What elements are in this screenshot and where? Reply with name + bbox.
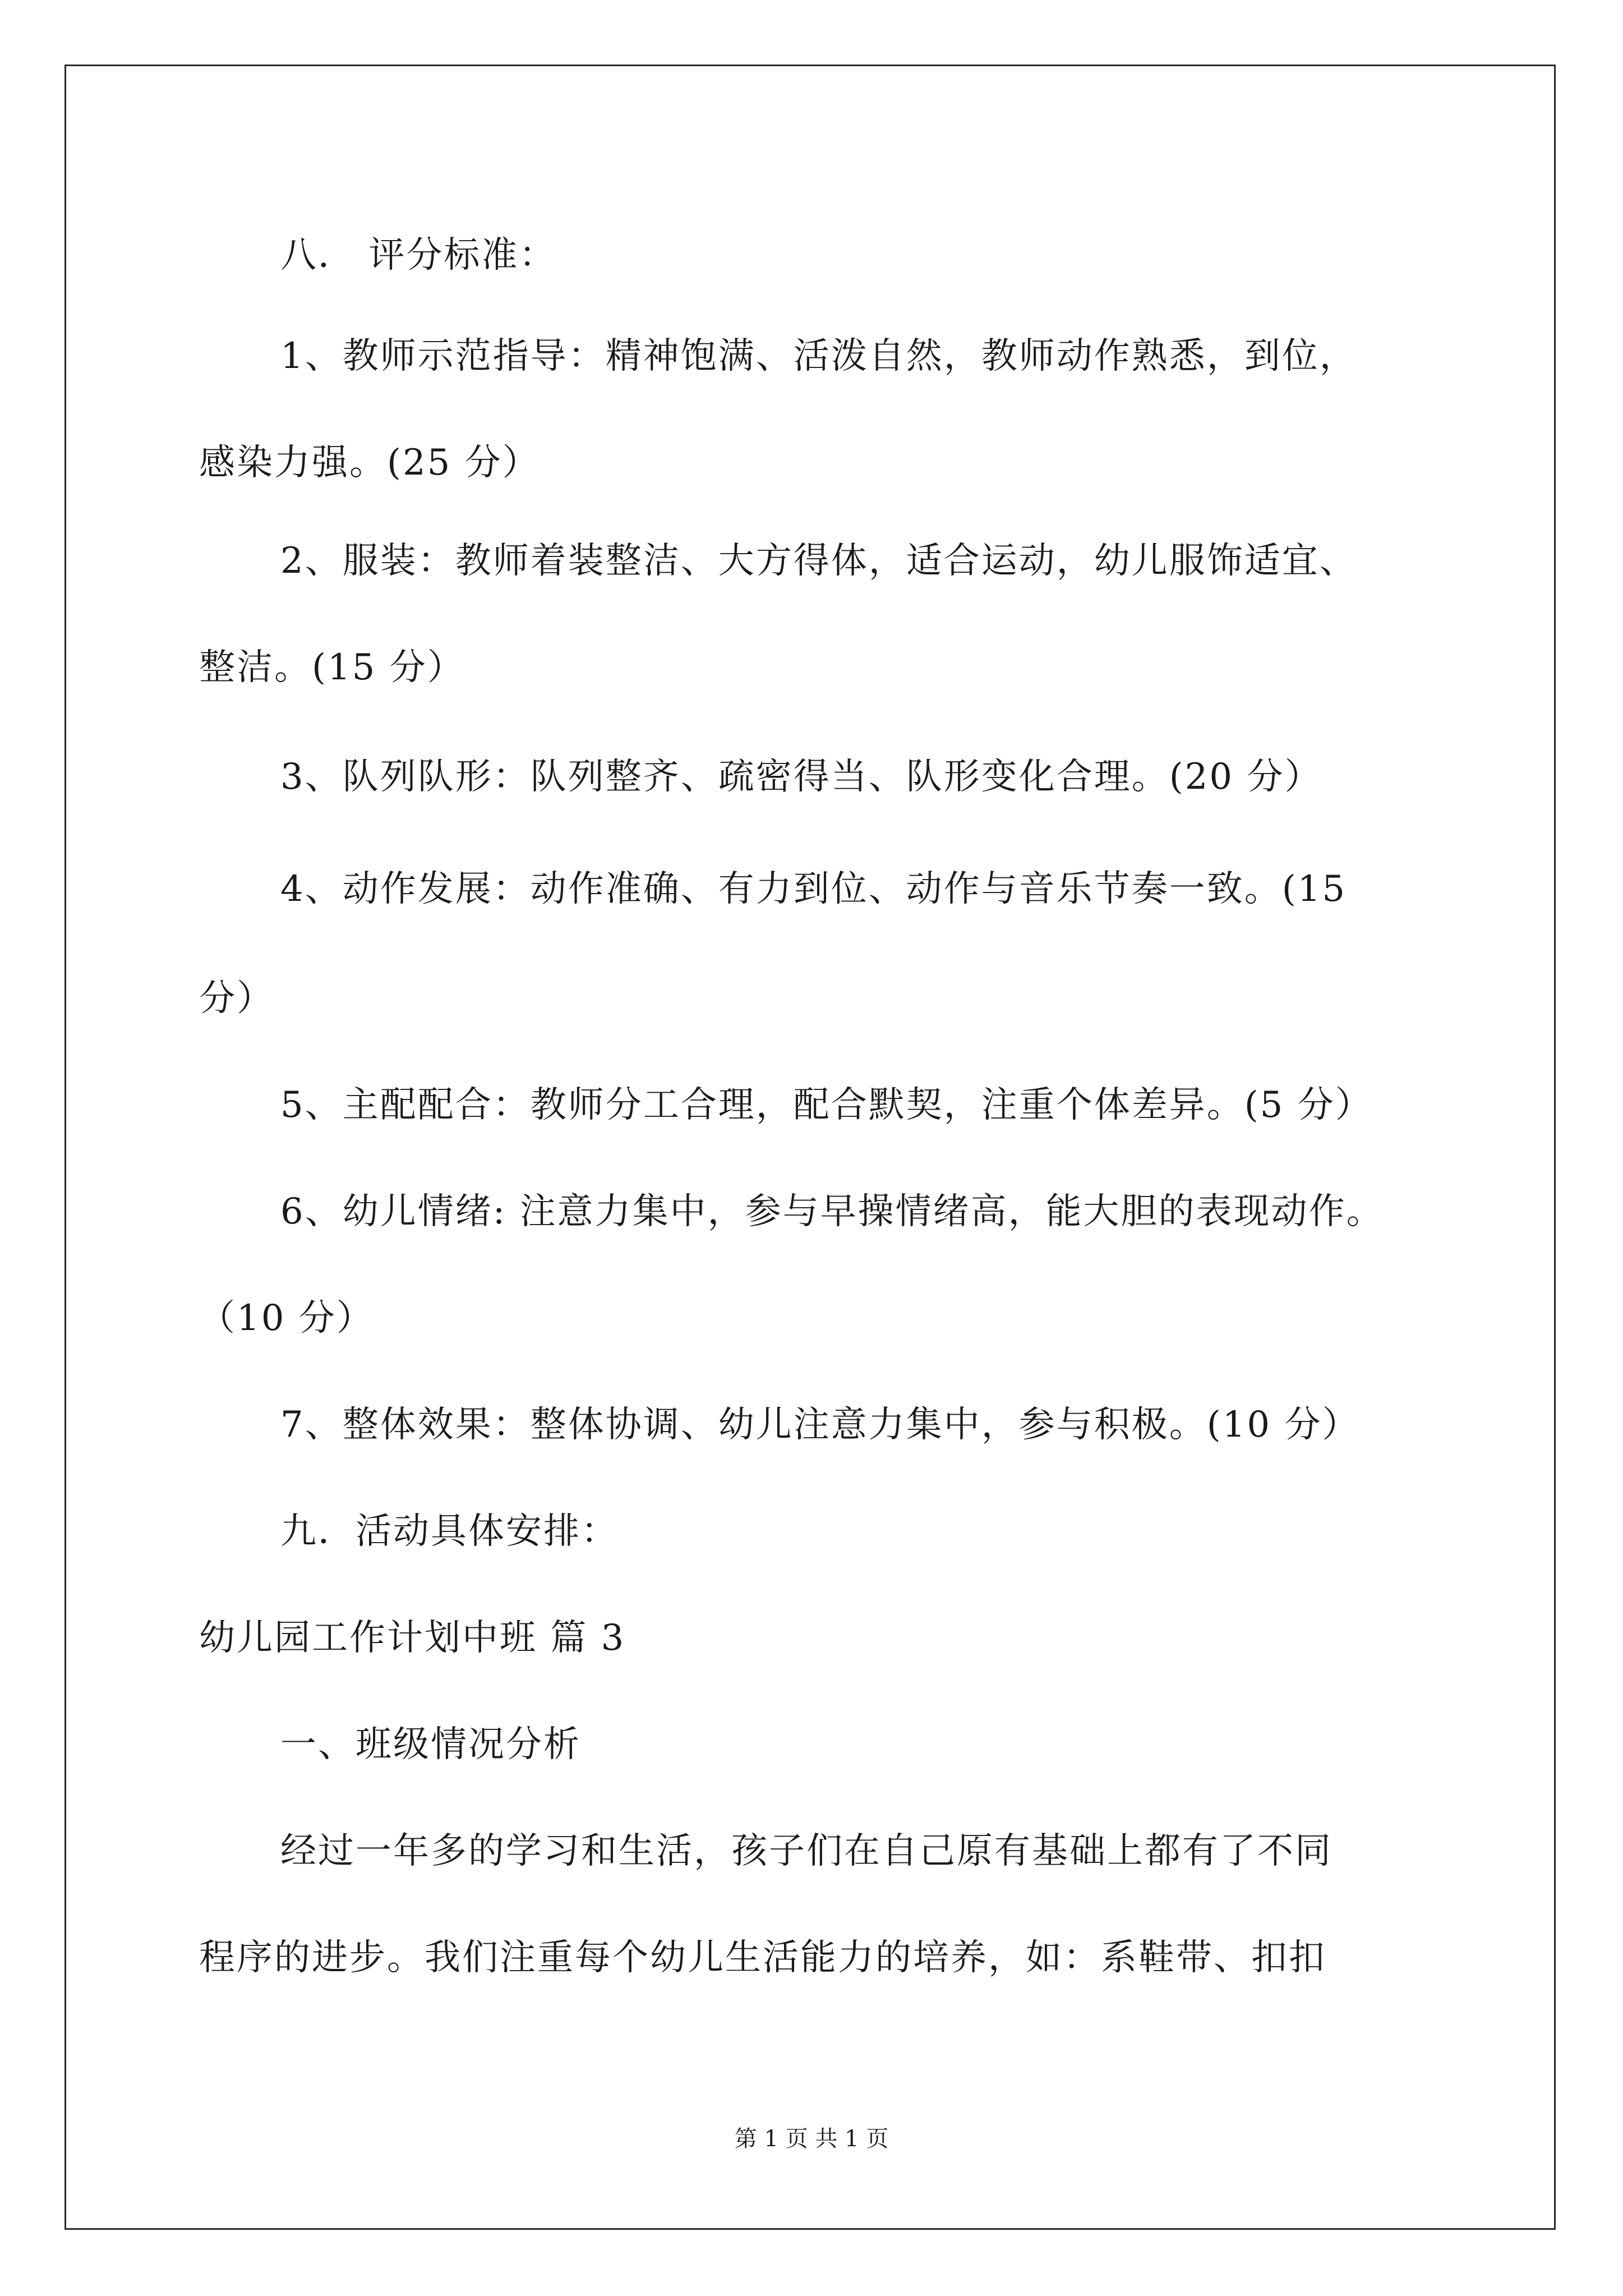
paragraph-line: （10 分）	[199, 1297, 374, 1339]
paragraph-line: 感染力强。(25 分）	[199, 442, 540, 484]
paragraph-line: 程序的进步。我们注重每个幼儿生活能力的培养，如：系鞋带、扣扣	[199, 1937, 1326, 1978]
paragraph-line: 分）	[199, 978, 274, 1019]
section-heading-class-analysis: 一、班级情况分析	[280, 1724, 581, 1765]
page-frame	[64, 65, 1556, 2230]
article-title: 幼儿园工作计划中班 篇 3	[199, 1617, 626, 1659]
paragraph-line: 2、服装：教师着装整洁、大方得体，适合运动，幼儿服饰适宜、	[280, 540, 1357, 582]
paragraph-line: 1、教师示范指导：精神饱满、活泼自然，教师动作熟悉，到位，	[280, 335, 1357, 377]
paragraph-line: 整洁。(15 分）	[199, 647, 465, 688]
paragraph-line: 6、幼儿情绪: 注意力集中，参与早操情绪高，能大胆的表现动作。	[280, 1191, 1384, 1232]
paragraph-line: 经过一年多的学习和生活，孩子们在自己原有基础上都有了不同	[280, 1830, 1332, 1872]
paragraph-line: 5、主配配合：教师分工合理，配合默契，注重个体差异。(5 分）	[280, 1084, 1373, 1126]
paragraph-line: 4、动作发展：动作准确、有力到位、动作与音乐节奏一致。(15	[280, 868, 1347, 910]
section-heading-scoring: 八． 评分标准：	[280, 234, 557, 276]
section-heading-schedule: 九．活动具体安排：	[280, 1511, 619, 1552]
paragraph-line: 7、整体效果：整体协调、幼儿注意力集中，参与积极。(10 分）	[280, 1404, 1360, 1446]
page-number-footer: 第 1 页 共 1 页	[734, 2126, 889, 2152]
paragraph-line: 3、队列队形：队列整齐、疏密得当、队形变化合理。(20 分）	[280, 756, 1322, 798]
